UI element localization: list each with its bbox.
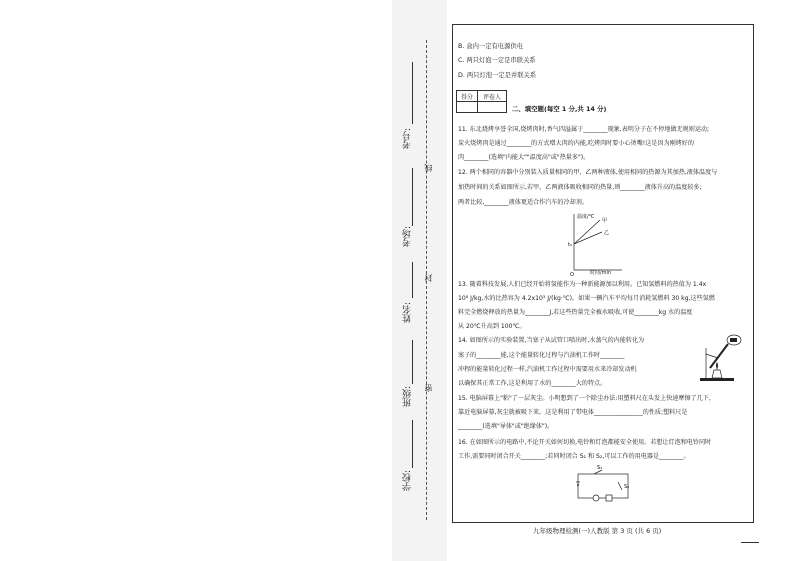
flame (716, 362, 718, 370)
page-footer: 九年级物理检测(一)人教版 第 3 页 (共 6 页) (533, 527, 662, 535)
q14-line-3: 冲程的能量转化过程一样,汽油机工作过程中需要用水来冷却发动机 (458, 366, 637, 373)
score-header: 得分 (457, 91, 478, 102)
graph-t0: t₀ (568, 242, 572, 248)
grader-cell[interactable] (478, 102, 507, 113)
alcohol-lamp (712, 370, 722, 378)
switch-s2-label: S₂ (624, 484, 630, 490)
exam-no-underline (412, 62, 413, 124)
margin-mark-secret: 密 (424, 384, 433, 392)
graph-xlabel: 时间/min (590, 270, 612, 276)
q12-line-3: 两者比较,________液体更适合作汽车的冷却剂。 (458, 199, 588, 206)
q15-line-2: 靠近电脑屏幕,灰尘就被吸下来。这是利用了带电体________________的性质;塑料尺是 (458, 409, 688, 416)
switch-s1-label: S₁ (597, 465, 603, 471)
name-label: 姓名: (403, 302, 413, 324)
margin-mark-line: 线 (424, 164, 433, 172)
q15-line-3: ________(选填"导体"或"绝缘体")。 (458, 423, 554, 430)
q13-line-1: 13. 随着科技发展,人们已经开始将氢能作为一种新能源加以利用。已知氢燃料的热值为 1.4x (458, 281, 707, 288)
stopper (730, 338, 737, 342)
series-jia-line (574, 220, 600, 244)
q11-line-1: 11. 东北烧烤享誉全国,烧烤肉时,香气四溢属于________现象,表明分子在不停地做无规则运动; (458, 126, 710, 133)
exam-room-label: 考场: (403, 226, 413, 248)
section-title: 二、填空题(每空 1 分,共 14 分) (512, 105, 607, 113)
option-d: D. 两只灯泡一定是并联关系 (458, 72, 537, 79)
switch-s2 (618, 482, 622, 490)
graph-origin: O (570, 272, 574, 276)
q13-line-4: 从 20℃升高到 100℃。 (458, 323, 526, 330)
q13-line-2: 10⁸ J/kg,水的比热容为 4.2x10³ J/(kg·℃)。如果一辆汽车平均每月消耗氢燃料 30 kg,这些氢燃 (458, 295, 715, 302)
q12-line-1: 12. 两个相同的容器中分别装入质量相同的甲、乙两种液体,使用相同的热源为其加热,液体温度与 (458, 169, 718, 176)
class-underline (412, 340, 413, 384)
series-yi-label: 乙 (604, 230, 610, 236)
score-cell[interactable] (457, 102, 478, 113)
q14-test-tube-apparatus (696, 330, 746, 384)
clamp (706, 354, 718, 358)
school-label: 学校: (403, 470, 413, 492)
q11-line-3: 肉________(选填"内能大""温度高"或"热量多")。 (458, 154, 590, 161)
q12-line-2: 加热时间的关系如图所示,若甲、乙两液体吸收相同的热量,则________液体升高的温度较多; (458, 184, 702, 191)
school-underline (412, 420, 413, 468)
q14-line-2: 塞子的________能,这个能量转化过程与汽油机工作时________ (458, 352, 625, 359)
margin-mark-seal: 封 (424, 274, 433, 282)
series-yi-line (574, 232, 602, 244)
base (700, 378, 734, 381)
q12-temperature-graph (562, 210, 624, 276)
corner-dash (741, 542, 759, 543)
q16-line-1: 16. 在如图所示的电路中,不论开关如何切换,电铃和灯泡都能安全使用。若想让灯泡和电铃同时 (458, 439, 712, 446)
q14-line-4: 以确保其正常工作,这是利用了水的________大的特点。 (458, 380, 607, 387)
q16-line-2: 工作,需要同时闭合开关________;若同时闭合 S₁ 和 S₂,可以工作的用电器是________。 (458, 453, 690, 460)
bell-symbol (606, 495, 612, 501)
class-label: 班级: (403, 386, 413, 408)
circuit-loop (578, 474, 628, 498)
q11-line-2: 炭火烧烤肉是通过________的方式增大肉的内能,吃烤肉时要小心烫嘴!这是因为刚烤好的 (458, 140, 694, 147)
exam-room-underline (412, 168, 413, 226)
option-b: B. 盒内一定有电源供电 (458, 43, 523, 50)
graph-ylabel: 温度/℃ (577, 214, 595, 220)
q15-line-1: 15. 电脑屏幕上"粘"了一层灰尘。小明想到了一个除尘办法:用塑料尺在头发上快速摩擦了几下, (458, 395, 711, 402)
series-jia-label: 甲 (602, 218, 608, 224)
option-c: C. 两只灯泡一定是串联关系 (458, 57, 536, 64)
q16-circuit-diagram (570, 464, 634, 504)
exam-no-label: 考号: (403, 128, 413, 150)
q14-line-1: 14. 如图所示的实验装置,当塞子从试管口喷出时,水蒸气的内能转化为 (458, 337, 645, 344)
name-underline (412, 262, 413, 298)
score-table (456, 90, 507, 113)
grader-header: 评卷人 (478, 91, 507, 102)
q13-line-3: 料完全燃烧释放的热量为________J,若这些热量完全被水吸收,可使________kg 水的温度 (458, 309, 693, 316)
lamp-symbol (593, 495, 599, 501)
